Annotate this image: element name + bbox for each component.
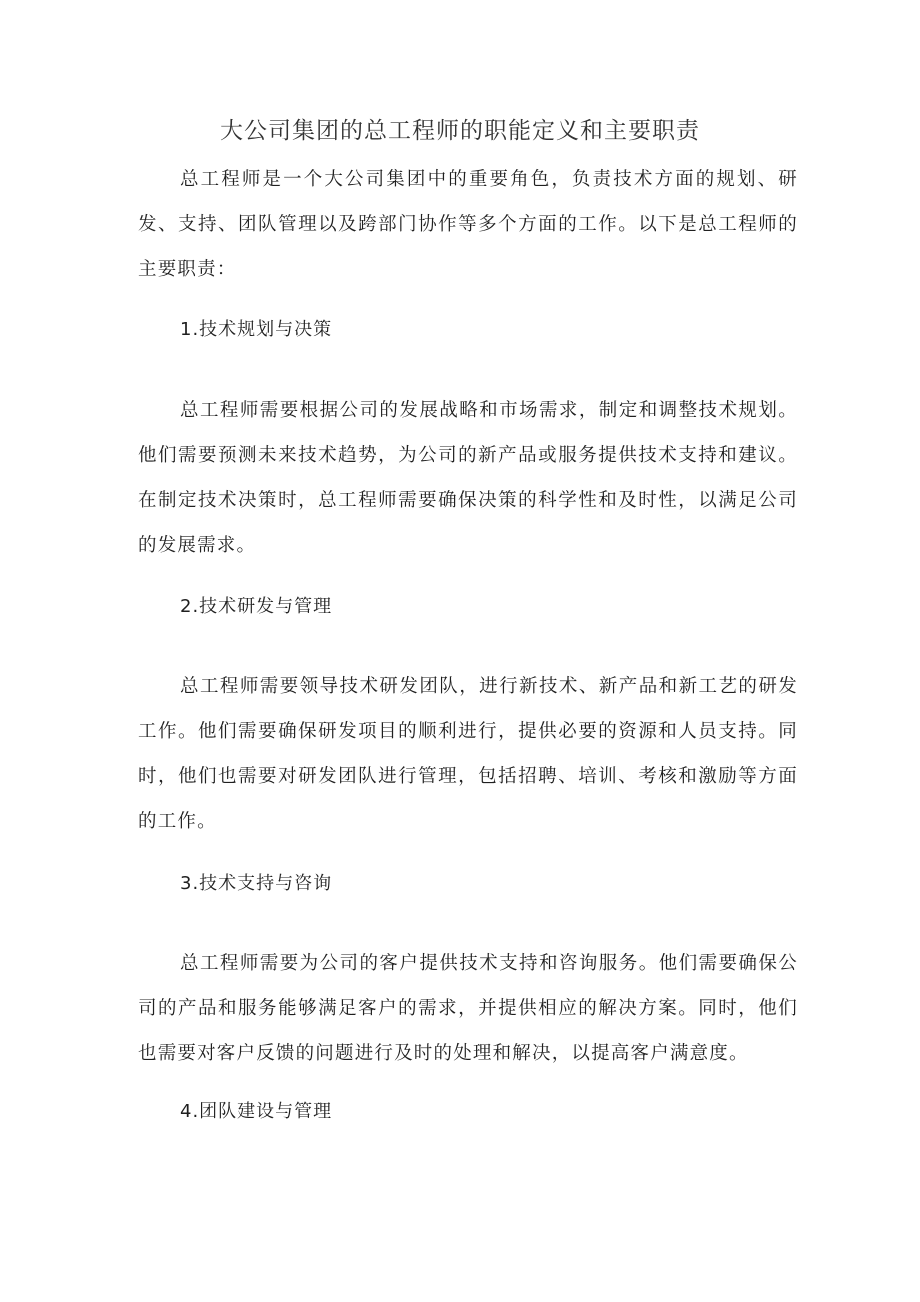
- section-body-3: 总工程师需要为公司的客户提供技术支持和咨询服务。他们需要确保公司的产品和服务能够满足客户的需求，并提供相应的解决方案。同时，他们也需要对客户反馈的问题进行及时的处理和解决，以提高客户满意度。: [138, 953, 798, 1064]
- section-heading-1: 1.技术规划与决策: [180, 319, 333, 340]
- section-heading-2: 2.技术研发与管理: [180, 596, 333, 617]
- section-heading-4: 4.团队建设与管理: [180, 1101, 333, 1122]
- document-title: 大公司集团的总工程师的职能定义和主要职责: [220, 118, 700, 144]
- intro-paragraph: 总工程师是一个大公司集团中的重要角色，负责技术方面的规划、研发、支持、团队管理以及跨部门协作等多个方面的工作。以下是总工程师的主要职责：: [138, 169, 798, 280]
- section-body-2: 总工程师需要领导技术研发团队，进行新技术、新产品和新工艺的研发工作。他们需要确保研发项目的顺利进行，提供必要的资源和人员支持。同时，他们也需要对研发团队进行管理，包括招聘、培训、考核和激励等方面的工作。: [138, 676, 798, 832]
- section-heading-3: 3.技术支持与咨询: [180, 873, 333, 894]
- section-body-1: 总工程师需要根据公司的发展战略和市场需求，制定和调整技术规划。他们需要预测未来技术趋势，为公司的新产品或服务提供技术支持和建议。在制定技术决策时，总工程师需要确保决策的科学性和及时性，以满足公司的发展需求。: [138, 400, 798, 556]
